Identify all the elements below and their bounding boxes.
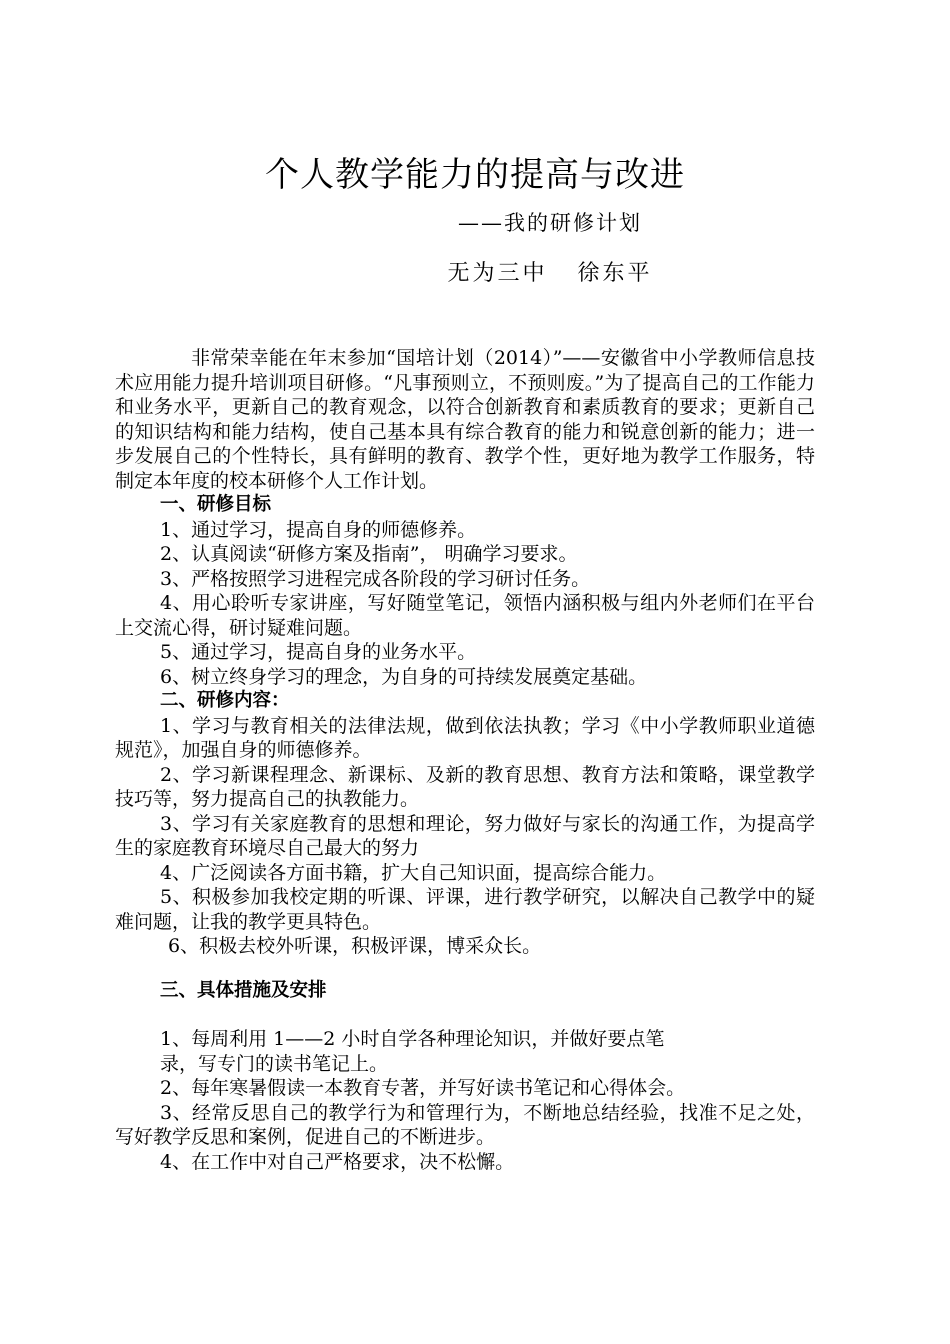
document-subtitle: ——我的研修计划 <box>458 211 642 235</box>
content-item: 2、学习新课程理念、新课标、及新的教育思想、教育方法和策略，课堂教学技巧等，努力提高自己的执教能力。 <box>115 763 815 810</box>
section-heading-goals: 一、研修目标 <box>160 494 272 515</box>
content-item: 5、积极参加我校定期的听课、评课，进行教学研究，以解决自己教学中的疑难问题，让我的教学更具特色。 <box>115 886 815 933</box>
document-body <box>115 346 815 1174</box>
document-author: 无为三中 徐东平 <box>447 261 653 286</box>
goal-item: 1、通过学习，提高自身的师德修养。 <box>160 518 477 541</box>
goal-item: 3、严格按照学习进程完成各阶段的学习研讨任务。 <box>160 567 591 590</box>
intro-paragraph: 非常荣幸能在年末参加“国培计划（2014）”——安徽省中小学教师信息技术应用能力提升培训项目研修。“凡事预则立，不预则废。”为了提高自己的工作能力和业务水平，更新自己的教育观念，以符合创新教育和素质教育的要求；更新自己的知识结构和能力结构，使自己基本具有综合教育的能力和锐意创新的能力；进一步发展自己的个性特长，具有鲜明的教育、教学个性，更好地为教学工作服务，特制定本年度的校本研修个人工作计划。 <box>115 347 815 492</box>
content-item: 1、学习与教育相关的法律法规，做到依法执教；学习《中小学教师职业道德规范》，加强自身的师德修养。 <box>115 714 815 761</box>
measure-item: 4、在工作中对自己严格要求，决不松懈。 <box>160 1150 515 1173</box>
goal-item: 4、用心聆听专家讲座，写好随堂笔记，领悟内涵积极与组内外老师们在平台上交流心得，研讨疑难问题。 <box>115 592 815 639</box>
content-item: 3、学习有关家庭教育的思想和理论，努力做好与家长的沟通工作，为提高学生的家庭教育环境尽自己最大的努力 <box>115 812 815 859</box>
goal-item: 6、树立终身学习的理念，为自身的可持续发展奠定基础。 <box>160 665 648 688</box>
goal-item: 5、通过学习，提高自身的业务水平。 <box>160 641 477 663</box>
measure-item-continuation: 录，写专门的读书笔记上。 <box>160 1052 389 1075</box>
content-item: 6、积极去校外听课，积极评课，博采众长。 <box>168 935 542 957</box>
measure-item: 3、经常反思自己的教学行为和管理行为，不断地总结经验，找准不足之处，写好教学反思和案例，促进自己的不断进步。 <box>115 1101 815 1148</box>
measure-item: 2、每年寒暑假读一本教育专著，并写好读书笔记和心得体会。 <box>160 1077 686 1099</box>
section-heading-content: 二、研修内容： <box>160 690 290 711</box>
section-heading-measures: 三、具体措施及安排 <box>160 979 327 1001</box>
spacer <box>115 959 815 979</box>
measure-item: 1、每周利用 1——2 小时自学各种理论知识，并做好要点笔 <box>160 1028 665 1050</box>
spacer <box>115 1003 815 1027</box>
goal-item: 2、认真阅读“研修方案及指南”， 明确学习要求。 <box>160 543 578 565</box>
content-item: 4、广泛阅读各方面书籍，扩大自己知识面，提高综合能力。 <box>160 861 667 884</box>
document-title: 个人教学能力的提高与改进 <box>265 155 685 195</box>
